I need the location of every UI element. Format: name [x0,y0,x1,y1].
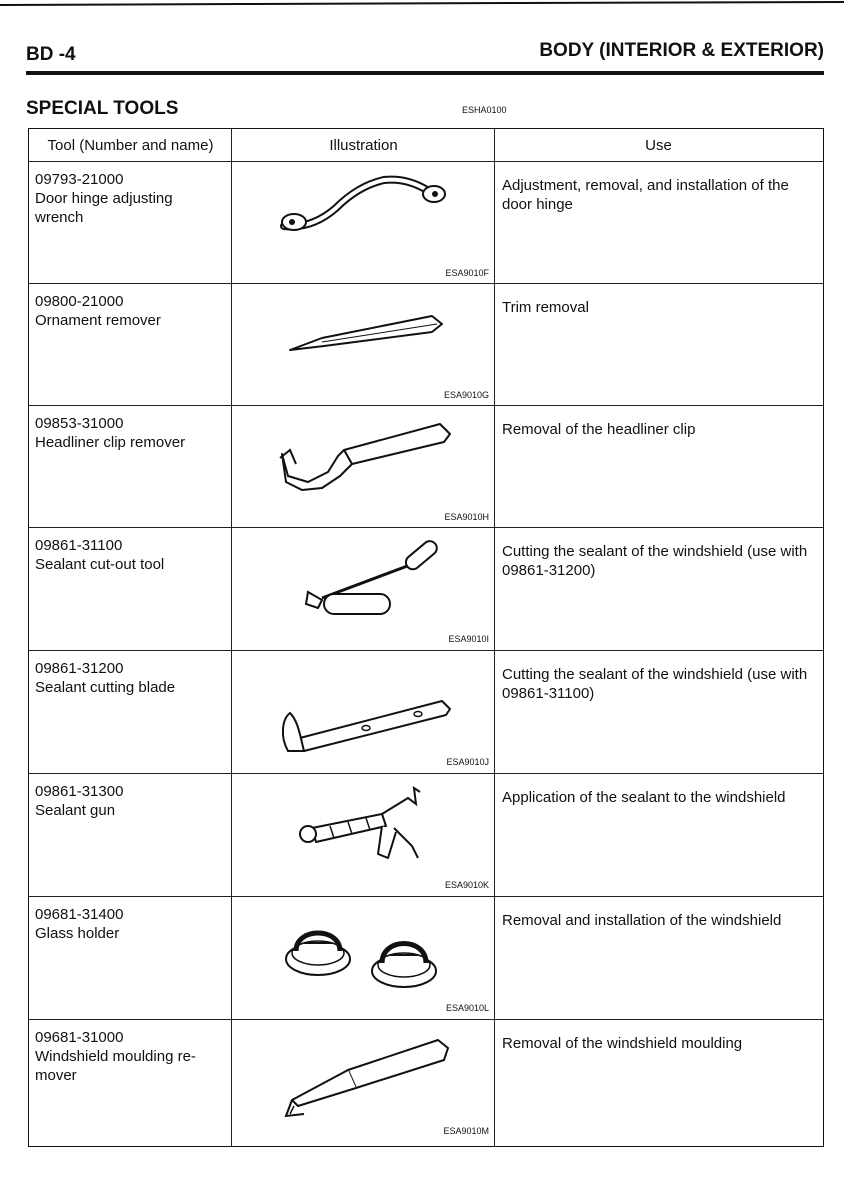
tool-illustration [232,406,495,528]
sealant-cut-out-tool-icon [232,528,495,650]
tool-illustration [232,897,495,1019]
tool-name: Windshield moulding re-mover [35,1048,196,1084]
table-row [29,284,822,405]
tool-number: 09853-31000 [35,415,124,432]
section-code: ESHA0100 [462,105,507,115]
tool-use: Adjustment, removal, and installation of the door hinge [502,177,789,213]
tool-illustration [232,284,495,406]
tool-illustration [232,528,495,650]
tool-number: 09861-31200 [35,660,124,677]
figure-code: ESA9010I [448,634,489,644]
tool-name: Sealant cut-out tool [35,556,165,573]
tool-use: Removal of the windshield moulding [502,1035,743,1052]
glass-holder-icon [232,897,495,1019]
figure-code: ESA9010F [445,268,489,278]
tool-use: Removal of the headliner clip [502,421,696,438]
top-rule [0,0,844,8]
header-rule [26,71,824,75]
tool-use: Cutting the sealant of the windshield (use with 09861-31200) [502,543,808,579]
figure-code: ESA9010J [446,757,489,767]
tool-name: Ornament remover [35,312,161,329]
figure-code: ESA9010M [443,1126,489,1136]
page-section-title: BODY (INTERIOR & EXTERIOR) [539,40,824,61]
table-row [29,897,822,1019]
figure-code: ESA9010H [444,512,489,522]
tool-illustration [232,651,495,773]
tool-number: 09861-31100 [35,537,123,554]
column-header-illustration: Illustration [329,136,398,154]
sealant-gun-icon [232,774,495,896]
ornament-remover-icon [232,284,495,406]
tool-name: Glass holder [35,925,120,942]
tool-use: Application of the sealant to the windshield [502,789,786,806]
door-hinge-wrench-icon [232,162,495,284]
sealant-cutting-blade-icon [232,651,495,773]
figure-code: ESA9010K [444,880,489,890]
table-row [29,651,822,773]
tool-name: Sealant cutting blade [35,679,176,696]
tool-number: 09800-21000 [35,293,124,310]
column-header-tool: Tool (Number and name) [47,136,214,154]
table-row [29,162,822,283]
figure-code: ESA9010G [443,390,489,400]
tool-illustration [232,1020,495,1142]
tool-use: Removal and installation of the windshield [502,912,782,929]
tool-name: Door hinge adjusting wrench [35,190,173,226]
windshield-moulding-remover-icon [232,1020,495,1142]
tool-illustration [232,774,495,896]
tool-number: 09793-21000 [35,171,124,188]
tool-illustration [232,162,495,284]
tool-use: Cutting the sealant of the windshield (use with 09861-31100) [502,666,808,702]
tool-number: 09681-31400 [35,906,124,923]
tool-number: 09681-31000 [35,1029,124,1046]
table-row [29,528,822,650]
tool-name: Sealant gun [35,802,116,819]
special-tools-table [28,128,824,1147]
table-row [29,1020,822,1146]
tool-number: 09861-31300 [35,783,124,800]
column-header-use: Use [645,136,672,154]
section-heading: SPECIAL TOOLS [26,98,179,119]
page-number: BD -4 [26,44,76,65]
table-row [29,406,822,527]
table-row [29,774,822,896]
tool-name: Headliner clip remover [35,434,186,451]
tool-use: Trim removal [502,299,589,316]
headliner-clip-remover-icon [232,406,495,528]
figure-code: ESA9010L [445,1003,489,1013]
